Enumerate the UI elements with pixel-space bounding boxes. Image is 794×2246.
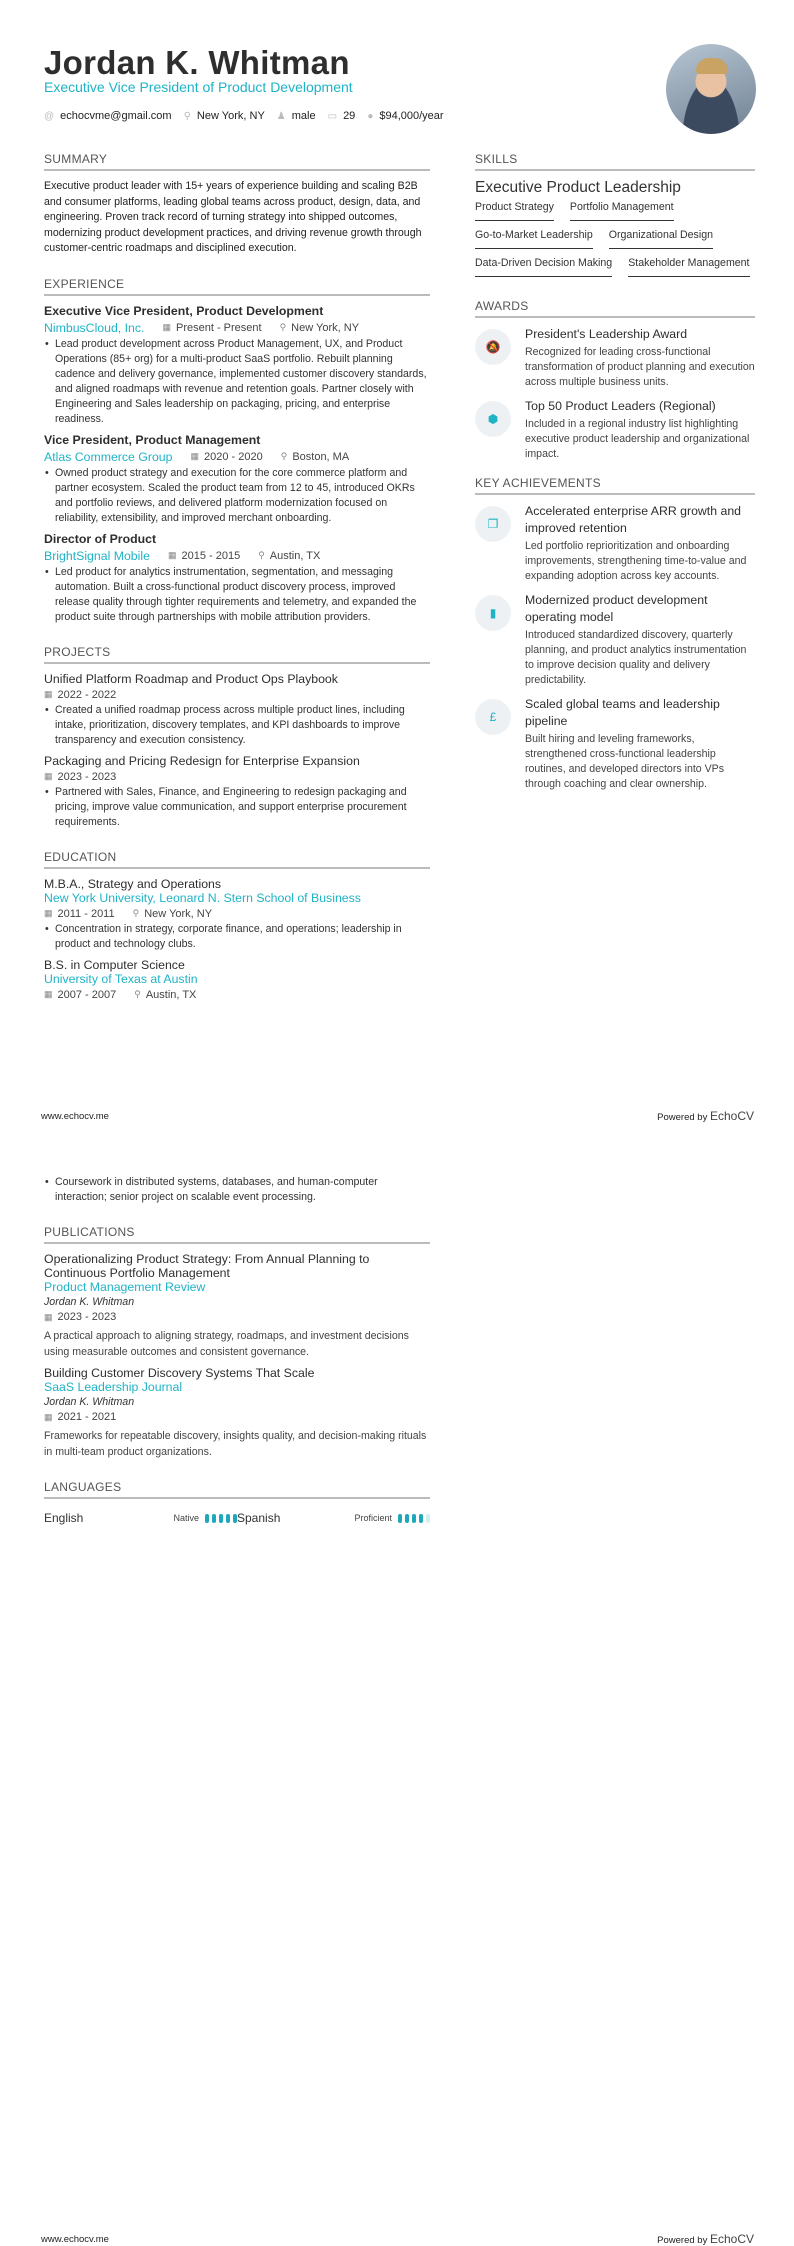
bullet-item: • Owned product strategy and execution for the core commerce platform and partner ecosystem. Scaled the product team from 12 to 45, introduced OKRs and portfolio reviews, and delivered platform modernization focused on reliability, extensibility, and improved merchant onboarding. (44, 466, 430, 526)
footer-site-link[interactable]: www.echocv.me (41, 2234, 109, 2245)
company-name: BrightSignal Mobile (44, 548, 150, 563)
person-icon: ♟ (276, 110, 286, 122)
job-title: Executive Vice President, Product Development (44, 303, 324, 318)
dates: 2020 - 2020 (204, 450, 263, 463)
language-level: Native (173, 1513, 199, 1523)
item-title: Scaled global teams and leadership pipeline (525, 697, 720, 728)
calendar-icon: ▭ (327, 110, 338, 122)
awards-list (475, 326, 755, 462)
proficiency-dot (405, 1514, 409, 1523)
location-pin-icon: ⚲ (183, 110, 191, 122)
bullet-item: • Partnered with Sales, Finance, and Engineering to redesign packaging and pricing, improve value communication, and support enterprise procurement requirements. (44, 785, 430, 830)
publication-title: Operationalizing Product Strategy: From Annual Planning to Continuous Portfolio Management (44, 1252, 370, 1280)
company-name: Atlas Commerce Group (44, 449, 173, 464)
meta-row (44, 1411, 430, 1423)
experience-item (44, 532, 430, 625)
date-range (190, 451, 262, 463)
bullet-list (44, 703, 430, 748)
bullet-list (44, 466, 430, 526)
item-text (525, 592, 755, 688)
location-pin-icon: ⚲ (279, 322, 287, 332)
footer-powered-by (657, 1109, 754, 1123)
proficiency-dot (398, 1514, 402, 1523)
section-header-key-achievements: KEY ACHIEVEMENTS (475, 476, 755, 495)
skill-group-title: Executive Product Leadership (475, 179, 681, 196)
award-item (475, 326, 755, 390)
proficiency-dot (419, 1514, 423, 1523)
item-description: Led portfolio reprioritization and onboarding improvements, strengthening time-to-value and expanding adoption across key accounts. (525, 540, 747, 582)
skill-tag: Go-to-Market Leadership (475, 229, 593, 249)
calendar-icon: ▦ (44, 989, 53, 999)
publications-list (44, 1252, 430, 1460)
documents-icon: ❐ (475, 506, 511, 542)
location-text: New York, NY (144, 907, 213, 920)
proficiency-dot (426, 1514, 430, 1523)
publisher: Product Management Review (44, 1280, 206, 1294)
dates: 2023 - 2023 (57, 770, 117, 783)
candidate-name: Jordan K. Whitman (44, 44, 350, 81)
bullet-list (44, 785, 430, 830)
bullet-list (44, 922, 430, 952)
calendar-icon: ▦ (44, 771, 53, 781)
date-range (44, 689, 116, 701)
proficiency-dot (412, 1514, 416, 1523)
right-column (475, 152, 755, 800)
experience-list (44, 304, 430, 625)
calendar-icon: ▦ (167, 550, 177, 560)
item-title: Modernized product development operating model (525, 593, 708, 624)
profile-photo (666, 44, 756, 134)
school-name: University of Texas at Austin (44, 971, 198, 986)
cube-icon: ⬢ (475, 401, 511, 437)
location (134, 989, 196, 1001)
date-range (168, 550, 240, 562)
resume-page-2 (0, 1123, 794, 2246)
skill-tag: Portfolio Management (570, 201, 674, 221)
item-title: Accelerated enterprise ARR growth and improved retention (525, 504, 741, 535)
degree: M.B.A., Strategy and Operations (44, 876, 222, 891)
meta-row (44, 450, 430, 464)
calendar-icon: ▦ (44, 908, 53, 918)
left-column (44, 152, 430, 1001)
publication-title: Building Customer Discovery Systems That Scale (44, 1366, 315, 1380)
meta-row (44, 321, 430, 335)
dates: 2023 - 2023 (57, 1311, 117, 1323)
language-item (44, 1511, 237, 1525)
summary-text: Executive product leader with 15+ years of experience building and scaling B2B and consumer platforms, leading global teams across product, design, data, and engineering. Proven track record of turning strategy into shipped outcomes, modernizing product development practices, and driving revenue growth through customer-centric roadmaps and disciplined execution. (44, 180, 422, 254)
section-header-experience: EXPERIENCE (44, 277, 430, 296)
location (258, 550, 320, 562)
meta-row (44, 549, 430, 563)
school-name: New York University, Leonard N. Stern School of Business (44, 890, 361, 905)
candidate-title: Executive Vice President of Product Development (44, 79, 353, 95)
brand-name: EchoCV (709, 2232, 754, 2246)
education-bullet: • Coursework in distributed systems, databases, and human-computer interaction; senior project on scalable event processing. (44, 1175, 430, 1205)
section-header-publications: PUBLICATIONS (44, 1225, 430, 1244)
publisher: SaaS Leadership Journal (44, 1380, 183, 1394)
bullet-item: • Concentration in strategy, corporate finance, and operations; leadership in product and technology clubs. (44, 922, 430, 952)
achievement-item (475, 503, 755, 584)
left-column-continued (44, 1173, 430, 1525)
item-text (525, 326, 755, 390)
degree: B.S. in Computer Science (44, 957, 185, 972)
contact-info (44, 110, 444, 122)
proficiency-dot (205, 1514, 209, 1523)
projects-list (44, 672, 430, 830)
meta-row (44, 989, 430, 1001)
dates: 2021 - 2021 (57, 1411, 117, 1423)
meta-row (44, 689, 430, 701)
proficiency-dot (226, 1514, 230, 1523)
footer-site-link[interactable]: www.echocv.me (41, 1111, 109, 1122)
skill-tag: Data-Driven Decision Making (475, 257, 612, 277)
section-header-skills: SKILLS (475, 152, 755, 171)
location: New York, NY (196, 110, 265, 122)
location-pin-icon: ⚲ (134, 989, 141, 999)
bullet-list (44, 337, 430, 427)
item-description: Built hiring and leveling frameworks, strengthened cross-functional leadership routines, and developed directors into VPs through coaching and clear ownership. (525, 733, 725, 790)
author: Jordan K. Whitman (44, 1396, 135, 1408)
brand-name: EchoCV (709, 1109, 754, 1123)
meta-row (44, 1311, 430, 1323)
author: Jordan K. Whitman (44, 1296, 135, 1308)
project-title: Packaging and Pricing Redesign for Enterprise Expansion (44, 753, 360, 768)
item-title: Top 50 Product Leaders (Regional) (525, 399, 716, 413)
language-name: Spanish (237, 1511, 281, 1525)
clipboard-icon: ▮ (475, 595, 511, 631)
item-title: President's Leadership Award (525, 327, 688, 341)
project-title: Unified Platform Roadmap and Product Ops Playbook (44, 671, 338, 686)
education-item (44, 958, 430, 1001)
location-pin-icon: ⚲ (132, 908, 140, 918)
languages-list (44, 1507, 430, 1525)
date-range (44, 908, 115, 920)
dates: Present - Present (175, 321, 262, 334)
achievement-item (475, 592, 755, 688)
dates: 2022 - 2022 (57, 688, 117, 701)
proficiency-dots (398, 1514, 430, 1523)
item-text (525, 503, 755, 584)
item-text (525, 398, 755, 462)
date-range (44, 989, 116, 1001)
calendar-icon: ▦ (162, 322, 171, 332)
proficiency-dots (205, 1514, 237, 1523)
section-header-languages: LANGUAGES (44, 1480, 430, 1499)
bullet-list (44, 565, 430, 625)
item-description: Included in a regional industry list highlighting executive product leadership and organizational impact. (525, 418, 750, 460)
footer-powered-by (657, 2232, 754, 2246)
proficiency-dot (212, 1514, 216, 1523)
location-text: Austin, TX (269, 549, 321, 562)
calendar-icon: ▦ (44, 689, 53, 699)
achievements-list (475, 503, 755, 792)
skill-tags (475, 201, 755, 277)
dates: 2011 - 2011 (57, 907, 115, 920)
skill-tag: Product Strategy (475, 201, 554, 221)
location (280, 322, 359, 334)
at-icon: @ (44, 110, 55, 122)
bullet-item: • Led product for analytics instrumentation, segmentation, and messaging automation. Built a cross-functional product discovery process, improved release quality through tighter requirements and telemetry, and expanded the product suite through partnerships with mobile attribution providers. (44, 565, 430, 625)
job-title: Director of Product (44, 531, 157, 546)
job-title: Vice President, Product Management (44, 432, 261, 447)
calendar-icon: ▦ (44, 1311, 53, 1322)
skill-tag: Stakeholder Management (628, 257, 749, 277)
date-range (44, 771, 116, 783)
date-range (44, 1311, 116, 1323)
education-list (44, 877, 430, 1001)
location-text: New York, NY (291, 321, 360, 334)
calendar-icon: ▦ (190, 451, 199, 461)
project-item (44, 672, 430, 748)
section-header-projects: PROJECTS (44, 645, 430, 664)
date-range (44, 1411, 116, 1423)
experience-item (44, 433, 430, 526)
pound-coin-icon: £ (475, 699, 511, 735)
dates: 2015 - 2015 (181, 549, 241, 562)
bullet-item: • Created a unified roadmap process across multiple product lines, including intake, prioritization, discovery templates, and KPI dashboards to improve transparency and execution consistency. (44, 703, 430, 748)
location-pin-icon: ⚲ (258, 550, 265, 560)
experience-item (44, 304, 430, 427)
calendar-icon: ▦ (44, 1411, 53, 1422)
language-item (237, 1511, 430, 1525)
age: 29 (343, 110, 356, 122)
project-item (44, 754, 430, 830)
salary: $94,000/year (379, 110, 444, 122)
location (281, 451, 349, 463)
meta-row (44, 771, 430, 783)
location-text: Austin, TX (145, 988, 197, 1001)
achievement-item (475, 696, 755, 792)
publication-description: A practical approach to aligning strategy, roadmaps, and investment decisions using measurable outcomes and consistent governance. (44, 1330, 409, 1358)
item-text (525, 696, 755, 792)
proficiency-dot (219, 1514, 223, 1523)
bell-slash-icon: 🔕 (475, 329, 511, 365)
email: echocvme@gmail.com (60, 110, 172, 122)
award-item (475, 398, 755, 462)
language-name: English (44, 1511, 84, 1525)
item-description: Introduced standardized discovery, quarterly planning, and product analytics instrumentation to improve decision quality and delivery predictability. (525, 629, 747, 686)
section-header-education: EDUCATION (44, 850, 430, 869)
section-header-summary: SUMMARY (44, 152, 430, 171)
meta-row (44, 908, 430, 920)
publication-item (44, 1366, 430, 1460)
publication-item (44, 1252, 430, 1360)
dates: 2007 - 2007 (57, 988, 117, 1001)
powered-by-label: Powered by (657, 1112, 708, 1123)
powered-by-label: Powered by (657, 2235, 708, 2246)
publication-description: Frameworks for repeatable discovery, insights quality, and decision-making rituals in multi-team product organizations. (44, 1430, 427, 1458)
location-text: Boston, MA (292, 450, 350, 463)
date-range (162, 322, 261, 334)
language-level: Proficient (354, 1513, 392, 1523)
company-name: NimbusCloud, Inc. (44, 320, 145, 335)
item-description: Recognized for leading cross-functional transformation of product planning and execution across multiple business units. (525, 346, 755, 388)
location (133, 908, 212, 920)
bullet-item: • Lead product development across Product Management, UX, and Product Operations (85+ org) for a multi-product SaaS portfolio. Rebuilt planning cadence and delivery governance, implemented customer discovery standards, and aligned roadmaps with revenue and retention goals. Partner closely with Engineering and Sales leadership on packaging, pricing, and enterprise readiness. (44, 337, 430, 427)
section-header-awards: AWARDS (475, 299, 755, 318)
education-item (44, 877, 430, 952)
skill-tag: Organizational Design (609, 229, 713, 249)
location-pin-icon: ⚲ (280, 451, 288, 461)
coin-icon: ● (367, 110, 374, 122)
gender: male (291, 110, 316, 122)
